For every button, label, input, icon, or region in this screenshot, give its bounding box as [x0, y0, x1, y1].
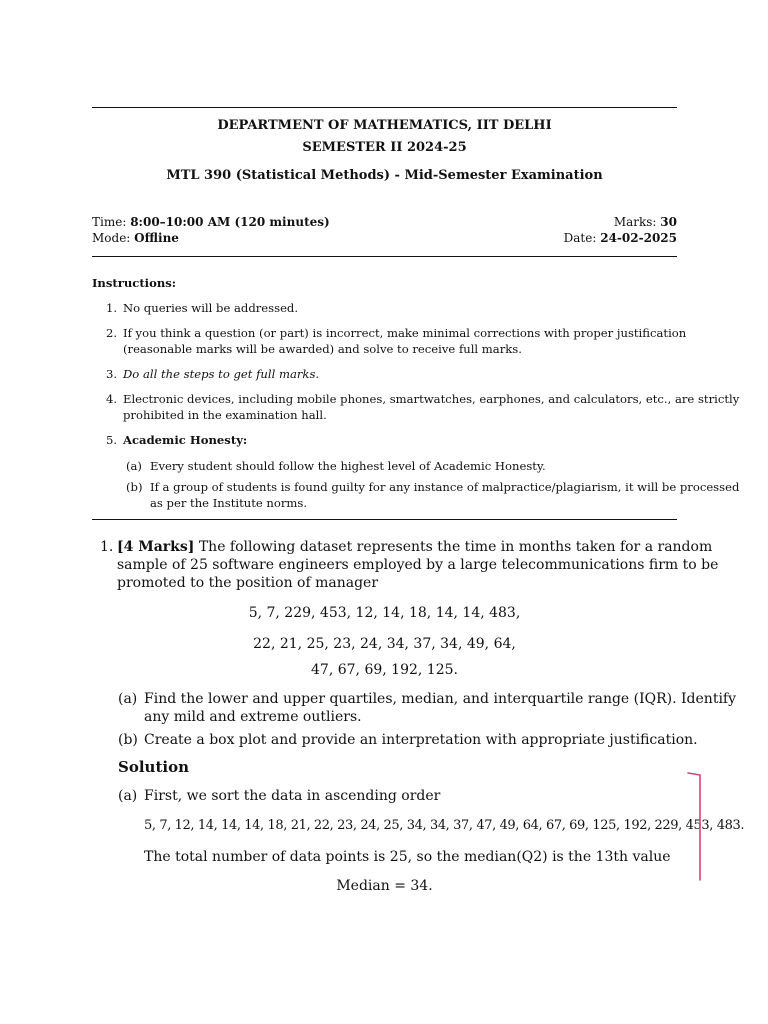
subitem-text: Every student should follow the highest level of Academic Honesty. — [150, 459, 546, 473]
count-text: The total number of data points is 25, so the median(Q2) is the 13th value — [144, 849, 671, 865]
question-line2: sample of 25 software engineers employed by a large telecommunications firm to be — [117, 557, 719, 573]
instruction-number: 4. — [106, 392, 118, 406]
question-line1-text: The following dataset represents the time in months taken for a random — [198, 539, 713, 555]
marks-value: 30 — [660, 215, 677, 229]
instruction-number: 2. — [106, 326, 118, 340]
part-label: (a) — [118, 788, 138, 804]
marks-line — [614, 215, 677, 229]
subitem-text-line2: as per the Institute norms. — [150, 496, 308, 510]
course-title: MTL 390 (Statistical Methods) - Mid-Semester Examination — [166, 168, 603, 183]
mode-value: Offline — [134, 231, 179, 245]
mode-line — [92, 231, 179, 245]
dataset-row-1: 5, 7, 229, 453, 12, 14, 18, 14, 14, 483, — [248, 605, 521, 621]
top-rule — [92, 107, 677, 108]
marks-label: Marks: — [613, 215, 657, 229]
instruction-text: Academic Honesty: — [123, 433, 248, 447]
dataset-row-3: 47, 67, 69, 192, 125. — [311, 662, 458, 678]
meta-rule — [92, 256, 677, 257]
time-line — [92, 215, 330, 229]
solution-title: Solution — [118, 758, 189, 776]
subitem-label: (b) — [126, 480, 143, 494]
sort-text: First, we sort the data in ascending order — [144, 788, 441, 804]
time-value: 8:00–10:00 AM (120 minutes) — [130, 215, 330, 229]
instruction-text: No queries will be addressed. — [123, 301, 299, 315]
part-a-line2: any mild and extreme outliers. — [144, 709, 362, 725]
question-line1 — [117, 538, 712, 556]
question-marks: [4 Marks] — [117, 539, 195, 555]
instruction-text-line2: prohibited in the examination hall. — [123, 408, 327, 422]
instruction-text-line1: Electronic devices, including mobile phones, smartwatches, earphones, and calculators, etc., are strictly — [123, 392, 740, 406]
median-result: Median = 34. — [336, 878, 433, 894]
mode-label: Mode: — [92, 231, 131, 245]
margin-mark — [686, 770, 706, 885]
question-line3: promoted to the position of manager — [117, 575, 379, 591]
instruction-number: 5. — [106, 433, 118, 447]
subitem-label: (a) — [126, 459, 142, 473]
instructions-rule — [92, 519, 677, 520]
instruction-number: 1. — [106, 301, 118, 315]
dataset-row-2: 22, 21, 25, 23, 24, 34, 37, 34, 49, 64, — [253, 636, 516, 652]
time-label: Time: — [92, 215, 127, 229]
date-label: Date: — [563, 231, 597, 245]
instruction-text-line2: (reasonable marks will be awarded) and solve to receive full marks. — [123, 342, 522, 356]
date-line — [564, 231, 677, 245]
instruction-text: Do all the steps to get full marks. — [123, 367, 320, 381]
date-value: 24-02-2025 — [600, 231, 677, 245]
instructions-title: Instructions: — [92, 276, 177, 290]
instruction-text-line1: If you think a question (or part) is incorrect, make minimal corrections with proper justification — [123, 326, 687, 340]
part-label: (b) — [118, 732, 138, 748]
department-title: DEPARTMENT OF MATHEMATICS, IIT DELHI — [217, 118, 552, 133]
instruction-number: 3. — [106, 367, 118, 381]
semester-title: SEMESTER II 2024-25 — [302, 140, 467, 155]
sorted-data: 5, 7, 12, 14, 14, 14, 18, 21, 22, 23, 24, 25, 34, 34, 37, 47, 49, 64, 67, 69, 125, 192, 229, 453, 483. — [144, 818, 745, 833]
part-b-text: Create a box plot and provide an interpretation with appropriate justification. — [144, 732, 698, 748]
subitem-text-line1: If a group of students is found guilty for any instance of malpractice/plagiarism, it will be processed — [150, 480, 740, 494]
part-label: (a) — [118, 691, 138, 707]
question-number: 1. — [100, 539, 114, 555]
part-a-line1: Find the lower and upper quartiles, median, and interquartile range (IQR). Identify — [144, 691, 737, 707]
